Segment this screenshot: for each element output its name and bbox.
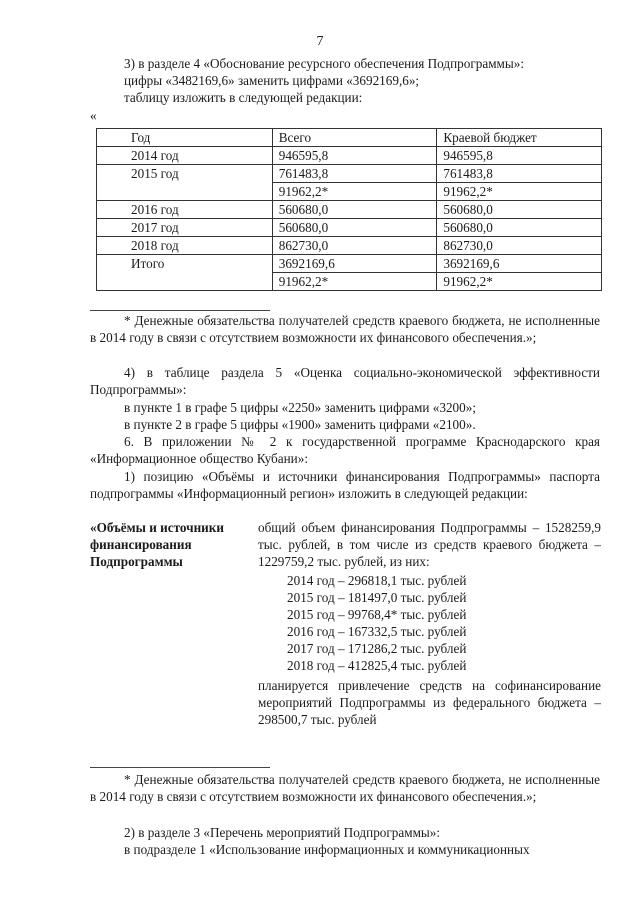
table-row — [97, 147, 602, 165]
cell-year: 2017 год — [97, 219, 273, 237]
table-row — [97, 255, 602, 273]
cell-regional: 91962,2* — [437, 273, 602, 291]
para-3-heading: 3) в разделе 4 «Обоснование ресурсного обеспечения Подпрограммы»: — [124, 56, 525, 71]
cell-total: 761483,8 — [272, 165, 437, 183]
header-year: Год — [97, 129, 273, 147]
cell-year: 2015 год — [97, 165, 273, 201]
footnote-divider-2 — [90, 767, 270, 768]
footnote-1: * Денежные обязательства получателей средств краевого бюджета, не исполненные в 2014 году в связи с отсутствием возможности их финансового обеспечения.»; — [90, 313, 600, 345]
funding-year-2016: 2016 год – 167332,5 тыс. рублей — [287, 624, 467, 639]
para-4-item-1: в пункте 1 в графе 5 цифры «2250» заменить цифрами «3200»; — [124, 400, 476, 415]
header-total: Всего — [272, 129, 437, 147]
cell-year: 2018 год — [97, 237, 273, 255]
cell-regional: 560680,0 — [437, 219, 602, 237]
cell-total: 3692169,6 — [272, 255, 437, 273]
cell-total: 91962,2* — [272, 273, 437, 291]
cell-regional: 862730,0 — [437, 237, 602, 255]
para-3-table-intro: таблицу изложить в следующей редакции: — [124, 90, 363, 105]
budget-table — [96, 128, 602, 291]
quote-mark: « — [90, 108, 97, 123]
table-row — [97, 219, 602, 237]
cell-regional: 91962,2* — [437, 183, 602, 201]
cell-year: 2014 год — [97, 147, 273, 165]
cell-regional: 3692169,6 — [437, 255, 602, 273]
cell-total: 560680,0 — [272, 219, 437, 237]
funding-year-2015-debt: 2015 год – 99768,4* тыс. рублей — [287, 607, 467, 622]
left-col-line-1: «Объёмы и источники — [90, 520, 224, 535]
footnote-2: * Денежные обязательства получателей средств краевого бюджета, не исполненные в 2014 году в связи с отсутствием возможности их финансового обеспечения.»; — [90, 772, 600, 804]
cell-regional: 946595,8 — [437, 147, 602, 165]
table-row — [97, 237, 602, 255]
para-3-digits: цифры «3482169,6» заменить цифрами «3692169,6»; — [124, 73, 420, 88]
funding-year-2014: 2014 год – 296818,1 тыс. рублей — [287, 573, 467, 588]
cell-total: 560680,0 — [272, 201, 437, 219]
funding-year-2015: 2015 год – 181497,0 тыс. рублей — [287, 590, 467, 605]
para-6: 6. В приложении № 2 к государственной программе Краснодарского края «Информационное общество Кубани»: — [90, 434, 600, 466]
cell-total: 862730,0 — [272, 237, 437, 255]
para-4-item-2: в пункте 2 в графе 5 цифры «1900» заменить цифрами «2100». — [124, 417, 476, 432]
funding-year-2018: 2018 год – 412825,4 тыс. рублей — [287, 658, 467, 673]
funding-intro: общий объем финансирования Подпрограммы – 1528259,9 тыс. рублей, в том числе из средств краевого бюджета – 1229759,2 тыс. рублей, из них: — [258, 520, 601, 569]
para-6-1: 1) позицию «Объёмы и источники финансирования Подпрограммы» паспорта подпрограммы «Информационный регион» изложить в следующей редакции: — [90, 469, 600, 501]
para-2: 2) в разделе 3 «Перечень мероприятий Подпрограммы»: — [124, 825, 441, 840]
table-header-row — [97, 129, 602, 147]
left-col-line-3: Подпрограммы — [90, 554, 183, 569]
funding-federal: планируется привлечение средств на софинансирование мероприятий Подпрограммы из федерального бюджета – 298500,7 тыс. рублей — [258, 678, 601, 727]
para-sub-1: в подразделе 1 «Использование информационных и коммуникационных — [124, 842, 530, 857]
cell-regional: 560680,0 — [437, 201, 602, 219]
footnote-divider — [90, 310, 270, 311]
cell-regional: 761483,8 — [437, 165, 602, 183]
left-col-line-2: финансирования — [90, 537, 192, 552]
header-regional-budget: Краевой бюджет — [437, 129, 602, 147]
page-number: 7 — [316, 34, 324, 49]
cell-year: 2016 год — [97, 201, 273, 219]
para-4-heading: 4) в таблице раздела 5 «Оценка социально-экономической эффективности Подпрограммы»: — [90, 365, 600, 397]
cell-total: 946595,8 — [272, 147, 437, 165]
cell-year: Итого — [97, 255, 273, 291]
table-row — [97, 165, 602, 183]
cell-total: 91962,2* — [272, 183, 437, 201]
table-row — [97, 201, 602, 219]
funding-year-2017: 2017 год – 171286,2 тыс. рублей — [287, 641, 467, 656]
